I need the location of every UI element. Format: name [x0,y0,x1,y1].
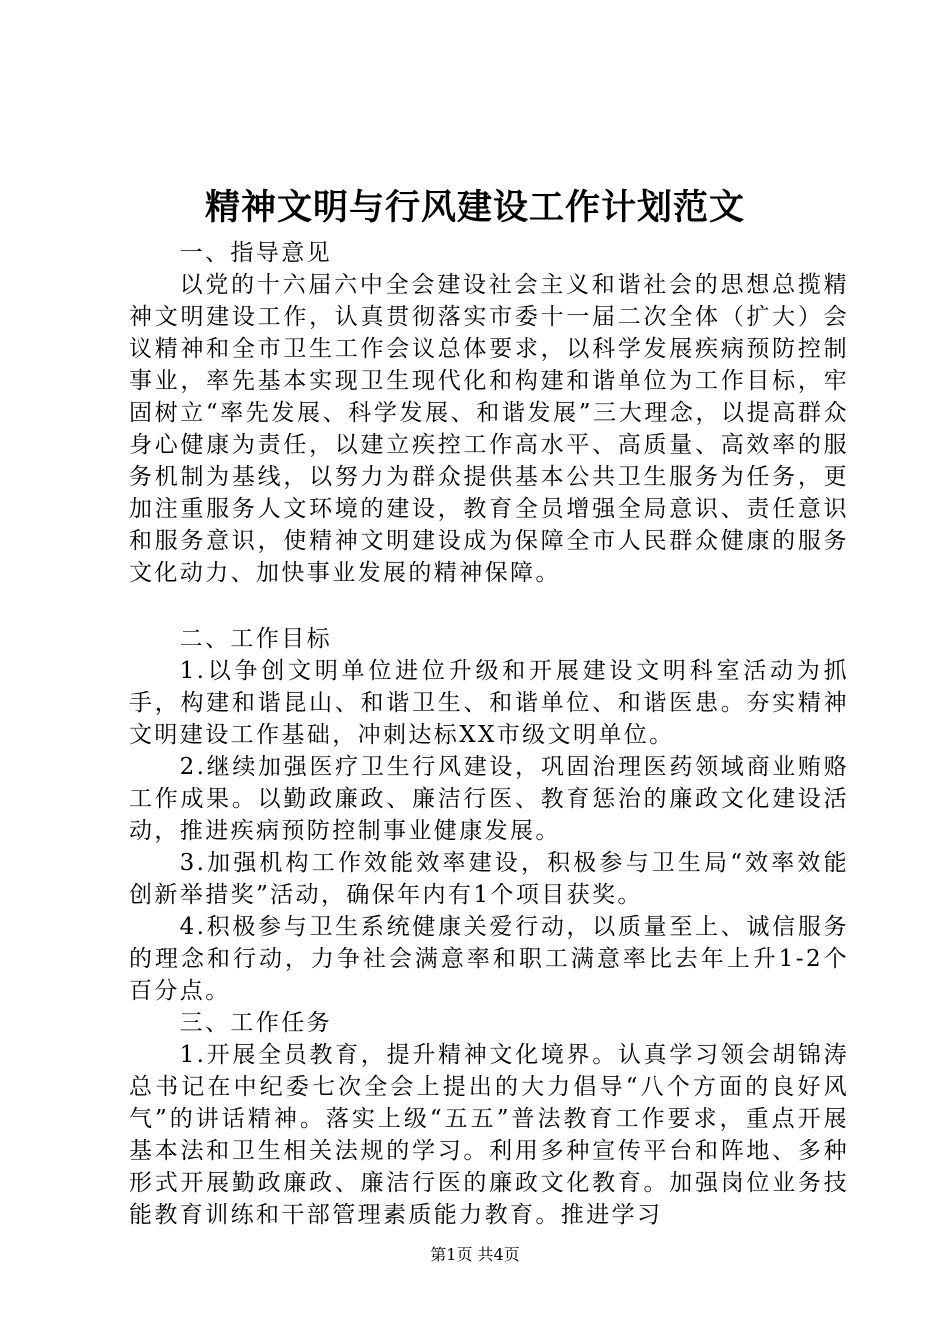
document-body [129,237,849,1231]
document-title: 精神文明与行风建设工作计划范文 [204,187,745,228]
paragraph-guidance: 以党的十六届六中全会建设社会主义和谐社会的思想总揽精神文明建设工作，认真贯彻落实市委十一届二次全体（扩大）会议精神和全市卫生工作会议总体要求，以科学发展疾病预防控制事业，率先基本实现卫生现代化和构建和谐单位为工作目标，牢固树立“率先发展、科学发展、和谐发展”三大理念，以提高群众身心健康为责任，以建立疾控工作高水平、高质量、高效率的服务机制为基线，以努力为群众提供基本公共卫生服务为任务，更加注重服务人文环境的建设，教育全员增强全局意识、责任意识和服务意识，使精神文明建设成为保障全市人民群众健康的服务文化动力、加快事业发展的精神保障。 [129,272,849,586]
paragraph-goal-2: 2.继续加强医疗卫生行风建设，巩固治理医药领域商业贿赂工作成果。以勤政廉政、廉洁行医、教育惩治的廉政文化建设活动，推进疾病预防控制事业健康发展。 [129,754,849,844]
page-footer: 第1页 共4页 [430,1245,520,1264]
paragraph-goal-1: 1.以争创文明单位进位升级和开展建设文明科室活动为抓手，构建和谐昆山、和谐卫生、和谐单位、和谐医患。夯实精神文明建设工作基础，冲刺达标XX市级文明单位。 [129,658,849,748]
section-heading-tasks: 三、工作任务 [179,1010,332,1036]
section-heading-goals: 二、工作目标 [179,626,332,652]
paragraph-goal-3: 3.加强机构工作效能效率建设，积极参与卫生局“效率效能创新举措奖”活动，确保年内有1个项目获奖。 [129,850,849,908]
paragraph-goal-4: 4.积极参与卫生系统健康关爱行动，以质量至上、诚信服务的理念和行动，力争社会满意率和职工满意率比去年上升1-2个百分点。 [129,914,849,1004]
section-heading-guidance: 一、指导意见 [179,240,332,266]
paragraph-task-1: 1.开展全员教育，提升精神文化境界。认真学习领会胡锦涛总书记在中纪委七次全会上提出的大力倡导“八个方面的良好风气”的讲话精神。落实上级“五五”普法教育工作要求，重点开展基本法和卫生相关法规的学习。利用多种宣传平台和阵地、多种形式开展勤政廉政、廉洁行医的廉政文化教育。加强岗位业务技能教育训练和干部管理素质能力教育。推进学习 [129,1042,849,1228]
